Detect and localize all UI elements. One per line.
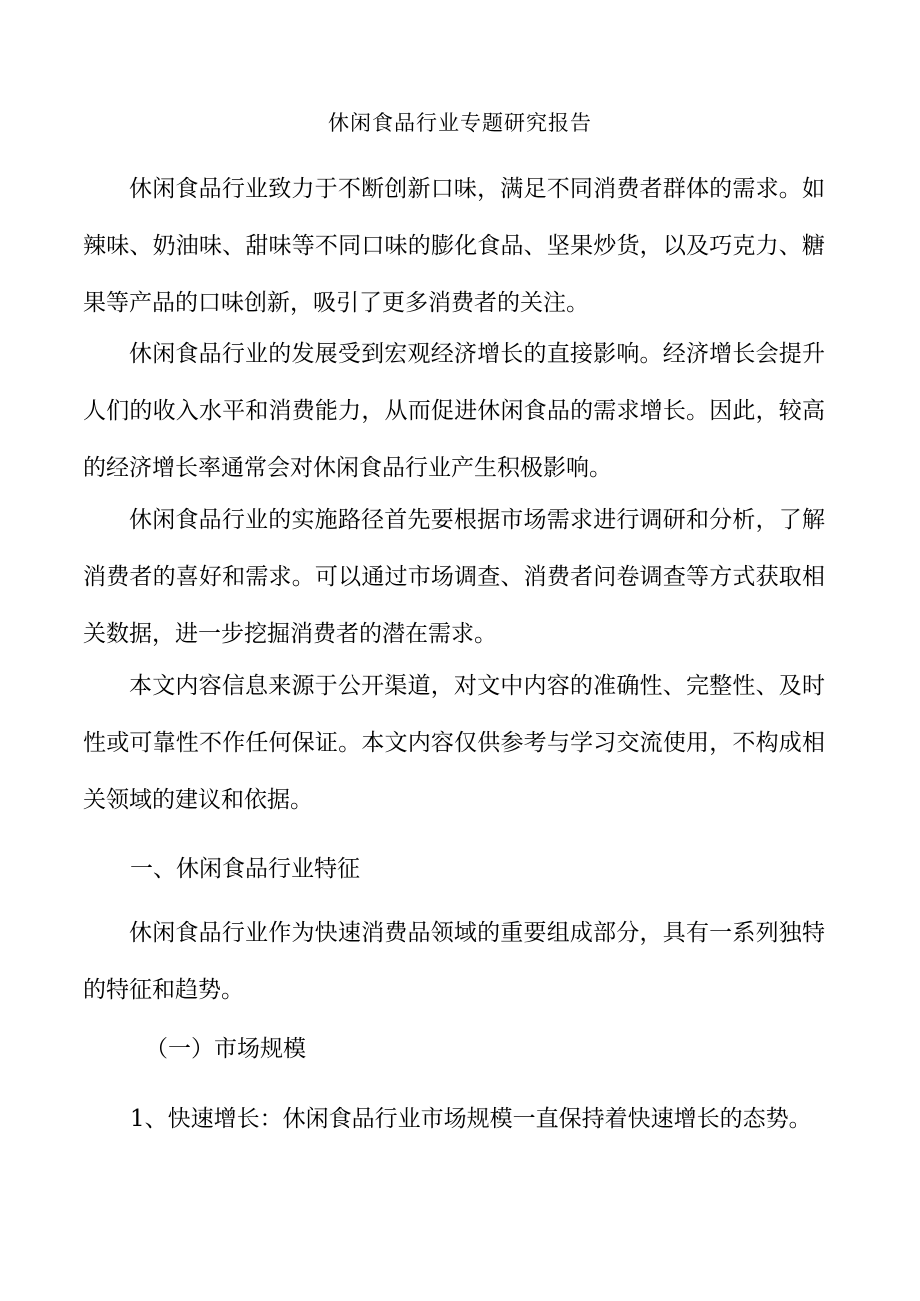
paragraph-flavor-innovation: 休闲食品行业致力于不断创新口味，满足不同消费者群体的需求。如辣味、奶油味、甜味等不同口味的膨化食品、坚果炒货，以及巧克力、糖果等产品的口味创新，吸引了更多消费者的关注。 [83,176,825,316]
section-heading: 一、休闲食品行业特征 [130,856,360,882]
document-title: 休闲食品行业专题研究报告 [328,111,592,135]
paragraph-disclaimer: 本文内容信息来源于公开渠道，对文中内容的准确性、完整性、及时性或可靠性不作任何保证。本文内容仅供参考与学习交流使用，不构成相关领域的建议和依据。 [83,673,825,813]
paragraph-economic-growth: 休闲食品行业的发展受到宏观经济增长的直接影响。经济增长会提升人们的收入水平和消费能力，从而促进休闲食品的需求增长。因此，较高的经济增长率通常会对休闲食品行业产生积极影响。 [83,341,825,481]
list-item-1: 1、快速增长：休闲食品行业市场规模一直保持着快速增长的态势。 [130,1106,812,1132]
paragraph-implementation-path: 休闲食品行业的实施路径首先要根据市场需求进行调研和分析，了解消费者的喜好和需求。可以通过市场调查、消费者问卷调查等方式获取相关数据，进一步挖掘消费者的潜在需求。 [83,507,825,647]
subsection-heading: （一）市场规模 [145,1036,306,1062]
section-paragraph: 休闲食品行业作为快速消费品领域的重要组成部分，具有一系列独特的特征和趋势。 [83,920,825,1003]
